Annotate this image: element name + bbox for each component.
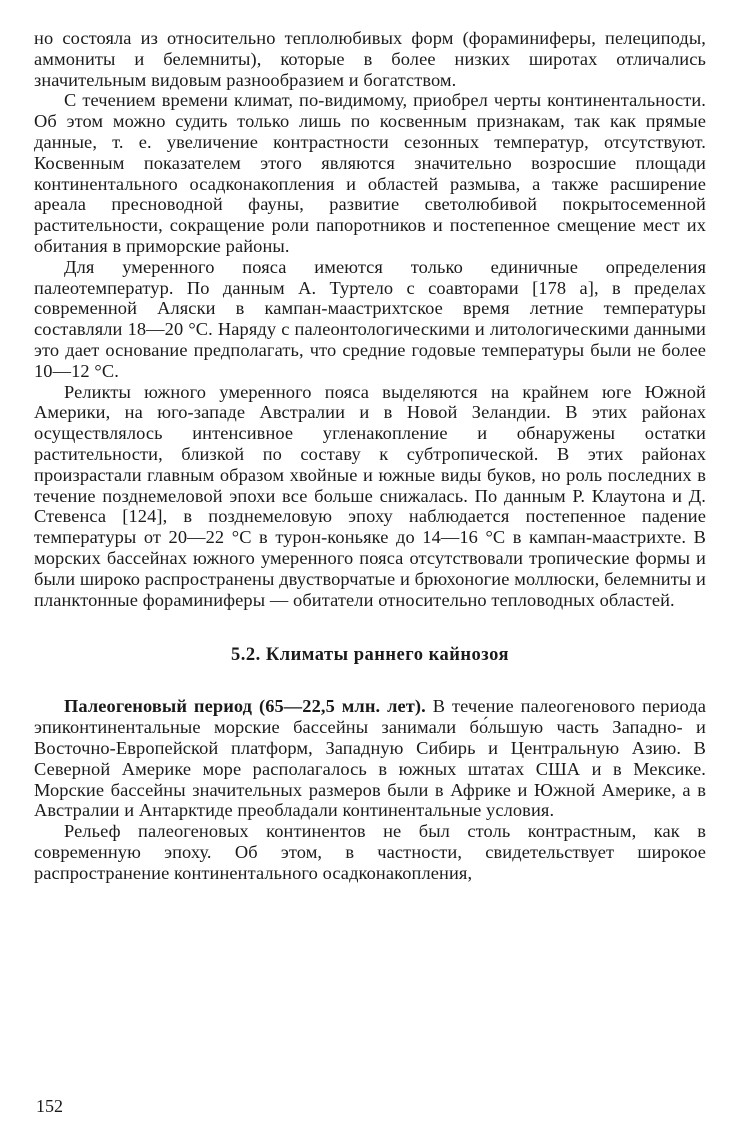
page-body — [34, 28, 706, 883]
paragraph-southern-relics: Реликты южного умеренного пояса выделяются на крайнем юге Южной Америки, на юго-западе Австралии и в Новой Зеландии. В этих районах осуществлялось интенсивное угленакопление и обнаружены остатки растительности, близкой по составу к субтропической. В этих районах произрастали главным образом хвойные и южные виды буков, но роль последних в течение позднемеловой эпохи все больше снижалась. По данным Р. Клаутона и Д. Стевенса [124], в позднемеловую эпоху наблюдается постепенное падение температуры от 20—22 °С в турон-коньяке до 14—16 °С в кампан-маастрихте. В морских бассейнах южного умеренного пояса отсутствовали тропические формы и были широко распространены двустворчатые и брюхоногие моллюски, белемниты и планктонные фораминиферы — обитатели относительно тепловодных областей. — [34, 381, 706, 610]
paragraph-paleogene — [34, 696, 706, 821]
paleogene-text: В течение палеогенового периода эпиконтинентальные морские бассейны занимали бо́льшую часть Западно- и Восточно-Европейской платформ, Западную Сибирь и Центральную Азию. В Северной Америке море располагалось в южных штатах США и в Мексике. Морские бассейны значительных размеров были в Африке и Южной Америке, а в Австралии и Антарктиде преобладали континентальные условия. — [34, 696, 706, 821]
page-number: 152 — [36, 1096, 63, 1116]
paragraph-continentality: С течением времени климат, по-видимому, приобрел черты континентальности. Об этом можно судить только лишь по косвенным признакам, так как прямые данные, т. е. увеличение контрастности сезонных температур, отсутствуют. Косвенным показателем этого являются значительно возросшие площади континентального осадконакопления и областей размыва, а также расширение ареала пресноводной фауны, развитие светолюбивой покрытосеменной растительности, сокращение роли папоротников и постепенное смещение мест их обитания в приморские районы. — [34, 90, 706, 256]
section-heading: 5.2. Климаты раннего кайнозоя — [230, 645, 510, 666]
paragraph-relief: Рельеф палеогеновых континентов не был столь контрастным, как в современную эпоху. Об этом, в частности, свидетельствует широкое распространение континентального осадконакопления, — [34, 821, 706, 883]
paragraph-continuation: но состояла из относительно теплолюбивых форм (фораминиферы, пелециподы, аммониты и белемниты), которые в более низких широтах отличались значительным видовым разнообразием и богатством. — [34, 28, 706, 90]
paragraph-temperate-belt: Для умеренного пояса имеются только единичные определения палеотемператур. По данным А. Туртело с соавторами [178 а], в пределах современной Аляски в кампан-маастрихтское время летние температуры составляли 18—20 °С. Наряду с палеонтологическими и литологическими данными это дает основание предполагать, что средние годовые температуры были не более 10—12 °С. — [34, 256, 706, 381]
paleogene-lead: Палеогеновый период (65—22,5 млн. лет). — [64, 696, 426, 717]
